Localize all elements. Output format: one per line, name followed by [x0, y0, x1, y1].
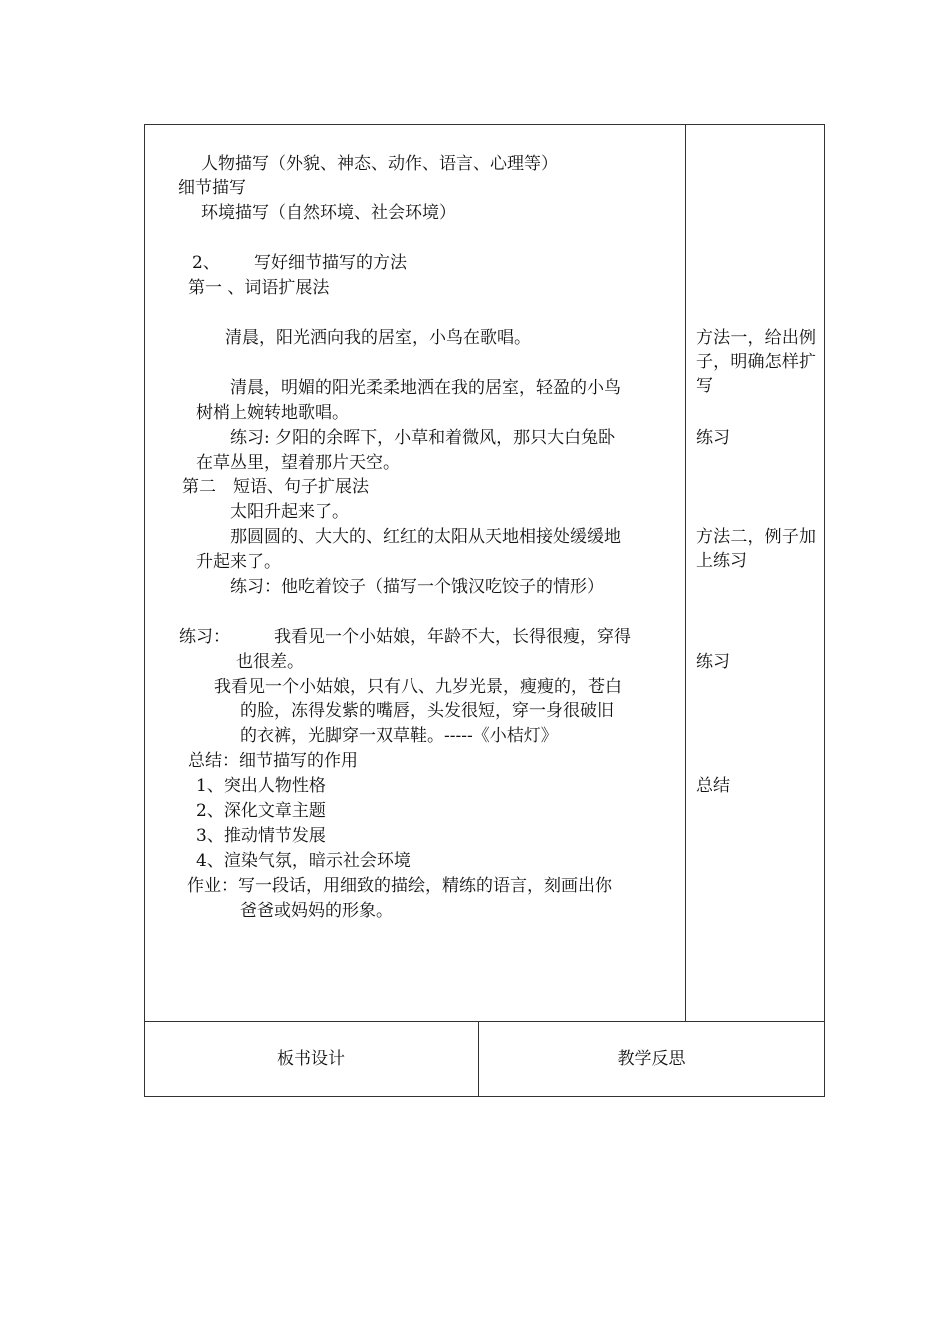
note-method-one: 方法一，给出例子，明确怎样扩写 — [696, 328, 816, 396]
model-girl-line1: 我看见一个小姑娘，只有八、九岁光景，瘦瘦的，苍白 — [214, 677, 622, 697]
board-design-label: 板书设计 — [277, 1049, 345, 1069]
exercise-girl-line2: 也很差。 — [236, 652, 304, 672]
summary-item-1: 1、突出人物性格 — [196, 776, 326, 796]
note-summary: 总结 — [696, 776, 730, 796]
exercise-dumplings: 练习：他吃着饺子（描写一个饿汉吃饺子的情形） — [230, 577, 604, 597]
row-divider — [144, 1021, 825, 1022]
exercise-label: 练习： — [179, 627, 230, 647]
exercise-one-line2: 在草丛里，望着那片天空。 — [196, 453, 400, 473]
line-character-description: 人物描写（外貌、神态、动作、语言、心理等） — [201, 154, 558, 174]
section-number: 2、 — [192, 253, 220, 273]
section-heading: 写好细节描写的方法 — [254, 253, 407, 273]
method-one-heading: 第一 、词语扩展法 — [188, 278, 330, 298]
line-detail-description: 细节描写 — [178, 178, 246, 198]
summary-heading: 总结：细节描写的作用 — [188, 751, 358, 771]
model-girl-line3: 的衣裤，光脚穿一双草鞋。-----《小桔灯》 — [240, 726, 558, 746]
summary-item-2: 2、深化文章主题 — [196, 801, 326, 821]
summary-item-3: 3、推动情节发展 — [196, 826, 326, 846]
expanded-sun-line2: 升起来了。 — [196, 552, 281, 572]
summary-item-4: 4、渲染气氛，暗示社会环境 — [196, 851, 411, 871]
method-two-heading: 第二 短语、句子扩展法 — [182, 477, 369, 497]
homework-line2: 爸爸或妈妈的形象。 — [240, 901, 393, 921]
exercise-girl-line1: 我看见一个小姑娘，年龄不大，长得很瘦，穿得 — [274, 627, 631, 647]
teaching-reflection-label: 教学反思 — [617, 1049, 686, 1069]
exercise-one-line1: 练习: 夕阳的余晖下，小草和着微风，那只大白兔卧 — [230, 428, 616, 448]
expanded-sentence-line2: 树梢上婉转地歌唱。 — [196, 403, 349, 423]
note-method-two: 方法二，例子加上练习 — [696, 527, 816, 571]
homework-line1: 作业：写一段话，用细致的描绘，精练的语言，刻画出你 — [187, 876, 612, 896]
example-sun: 太阳升起来了。 — [230, 502, 349, 522]
model-girl-line2: 的脸，冻得发紫的嘴唇，头发很短，穿一身很破旧 — [240, 701, 614, 721]
example-sentence: 清晨，阳光洒向我的居室，小鸟在歌唱。 — [225, 328, 531, 348]
expanded-sentence-line1: 清晨，明媚的阳光柔柔地洒在我的居室，轻盈的小鸟 — [230, 378, 621, 398]
expanded-sun-line1: 那圆圆的、大大的、红红的太阳从天地相接处缓缓地 — [230, 527, 621, 547]
note-exercise-2: 练习 — [696, 652, 730, 672]
lesson-table — [144, 124, 825, 1097]
note-exercise-1: 练习 — [696, 428, 730, 448]
column-divider — [685, 124, 686, 1022]
line-environment-description: 环境描写（自然环境、社会环境） — [201, 203, 456, 223]
